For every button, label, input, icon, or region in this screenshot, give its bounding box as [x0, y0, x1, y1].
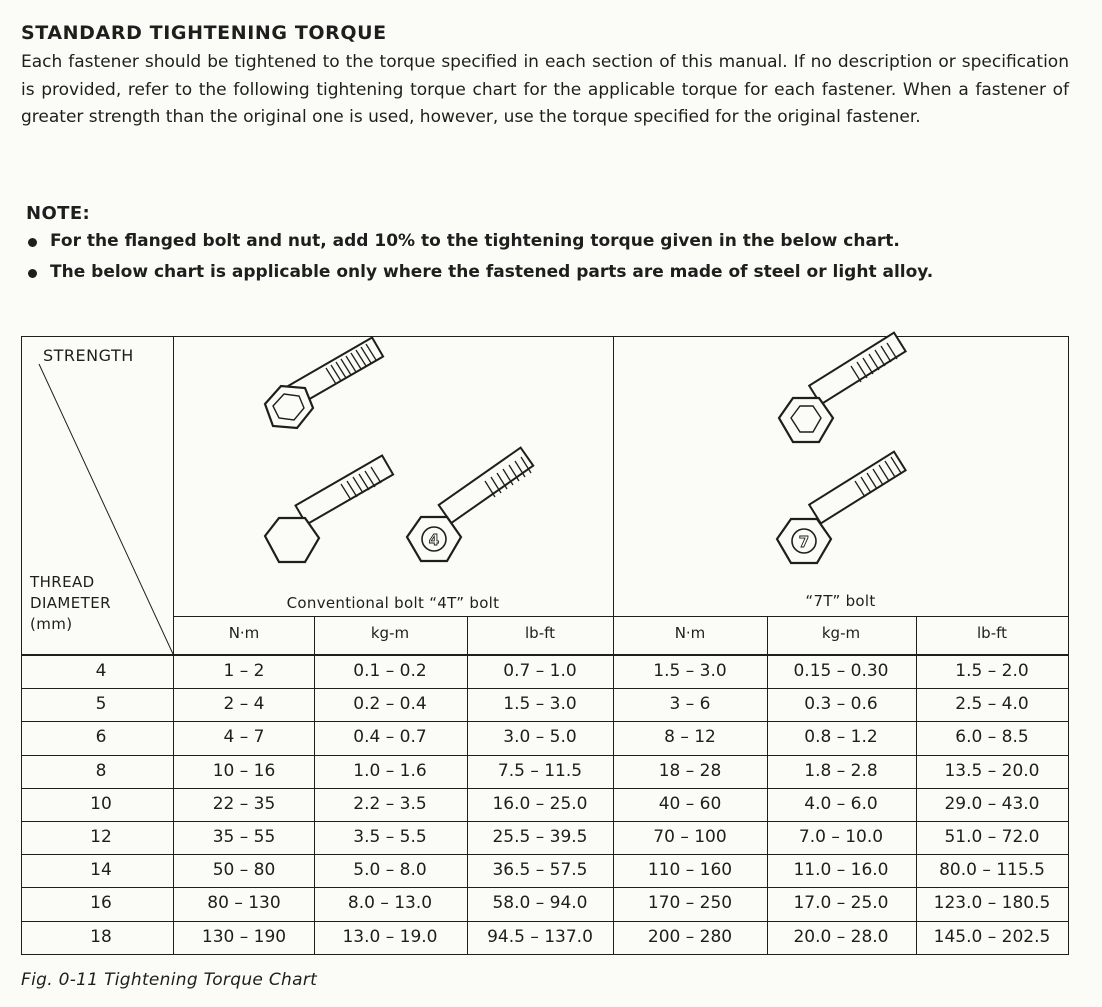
table-cell: 130 – 190 — [201, 926, 287, 947]
table-cell: 4 – 7 — [223, 727, 265, 748]
4t-marked-bolt-illustration — [401, 461, 561, 586]
page-title: STANDARD TIGHTENING TORQUE — [21, 22, 387, 44]
table-row-diameter: 10 — [90, 793, 112, 814]
table-cell: 4.0 – 6.0 — [804, 793, 878, 814]
table-cell: 35 – 55 — [212, 827, 276, 847]
table-cell: 170 – 250 — [647, 893, 733, 914]
plain-head-bolt-illustration — [261, 466, 411, 586]
table-cell: 29.0 – 43.0 — [944, 793, 1040, 814]
table-cell: 94.5 – 137.0 — [487, 926, 593, 947]
table-cell: 0.15 – 0.30 — [793, 661, 889, 681]
group-label-rule — [173, 616, 1068, 617]
table-cell: 51.0 – 72.0 — [944, 827, 1040, 847]
thread-label-line: DIAMETER — [30, 594, 111, 612]
table-row-diameter: 18 — [90, 926, 112, 947]
note-item: The below chart is applicable only where the fastened parts are made of steel or light alloy. — [26, 259, 933, 290]
unit-header: N·m — [228, 624, 260, 642]
table-cell: 58.0 – 94.0 — [492, 893, 588, 914]
row-rule — [21, 921, 1068, 922]
table-row-diameter: 16 — [90, 893, 112, 914]
7t-marked-bolt-illustration — [771, 461, 931, 586]
table-cell: 2 – 4 — [223, 694, 265, 715]
table-cell: 80.0 – 115.5 — [939, 860, 1045, 881]
table-cell: 70 – 100 — [653, 827, 727, 847]
group-label-7t: “7T” bolt — [805, 592, 876, 610]
table-cell: 8.0 – 13.0 — [347, 893, 433, 914]
table-row-diameter: 14 — [90, 860, 112, 881]
table-cell: 145.0 – 202.5 — [933, 926, 1051, 947]
table-cell: 7.5 – 11.5 — [497, 760, 583, 781]
intro-paragraph: Each fastener should be tightened to the torque specified in each section of this manual. If no description or specification is provided, refer to the following tightening torque chart for the applicable torque for each fastener. When a fastener of greater strength than the original one is used, however, use the torque specified for the original fastener. — [21, 52, 1069, 127]
table-cell: 1.5 – 3.0 — [653, 661, 727, 681]
table-cell: 25.5 – 39.5 — [492, 827, 588, 847]
table-cell: 2.5 – 4.0 — [955, 694, 1029, 715]
row-rule — [21, 854, 1068, 855]
table-cell: 200 – 280 — [647, 926, 733, 947]
thread-diameter-label — [30, 572, 111, 635]
unit-header: lb-ft — [525, 624, 555, 642]
table-cell: 0.2 – 0.4 — [353, 694, 427, 715]
unit-header: kg-m — [370, 624, 410, 642]
table-cell: 7.0 – 10.0 — [798, 827, 884, 847]
row-rule — [21, 788, 1068, 789]
table-cell: 3.5 – 5.5 — [353, 827, 427, 847]
table-cell: 3 – 6 — [669, 694, 711, 715]
table-cell: 0.1 – 0.2 — [353, 661, 427, 681]
figure-caption: Fig. 0-11 Tightening Torque Chart — [21, 970, 318, 990]
row-rule — [21, 688, 1068, 689]
table-cell: 1.0 – 1.6 — [353, 760, 427, 781]
units-rule — [21, 654, 1068, 656]
table-cell: 80 – 130 — [207, 893, 281, 914]
table-cell: 18 – 28 — [658, 760, 722, 781]
table-cell: 2.2 – 3.5 — [353, 793, 427, 814]
row-rule — [21, 755, 1068, 756]
strength-label: STRENGTH — [43, 346, 134, 365]
table-cell: 20.0 – 28.0 — [793, 926, 889, 947]
table-cell: 13.0 – 19.0 — [342, 926, 438, 947]
note-heading: NOTE: — [26, 203, 91, 224]
row-rule — [21, 721, 1068, 722]
table-row-diameter: 8 — [95, 760, 107, 781]
table-cell: 40 – 60 — [658, 793, 722, 814]
row-rule — [21, 821, 1068, 822]
table-cell: 36.5 – 57.5 — [492, 860, 588, 881]
table-cell: 13.5 – 20.0 — [944, 760, 1040, 781]
group-label-4t: Conventional bolt “4T” bolt — [286, 594, 500, 612]
unit-header: kg-m — [821, 624, 861, 642]
table-row-diameter: 12 — [90, 827, 112, 847]
table-cell: 10 – 16 — [212, 760, 276, 781]
thread-label-line: THREAD — [30, 573, 95, 591]
table-cell: 110 – 160 — [647, 860, 733, 881]
head-mark-4: 4 — [428, 531, 440, 549]
table-cell: 5.0 – 8.0 — [353, 860, 427, 881]
note-list — [26, 228, 933, 290]
table-cell: 8 – 12 — [664, 727, 716, 748]
table-cell: 0.7 – 1.0 — [503, 661, 577, 681]
table-cell: 1 – 2 — [223, 661, 265, 681]
torque-table — [21, 336, 1069, 956]
table-cell: 22 – 35 — [212, 793, 276, 814]
table-cell: 0.3 – 0.6 — [804, 694, 878, 715]
unit-header: N·m — [674, 624, 706, 642]
table-cell: 1.5 – 3.0 — [503, 694, 577, 715]
table-cell: 50 – 80 — [212, 860, 276, 881]
table-row-diameter: 6 — [95, 727, 107, 748]
table-cell: 3.0 – 5.0 — [503, 727, 577, 748]
table-cell: 6.0 – 8.5 — [955, 727, 1029, 748]
thread-label-line: (mm) — [30, 615, 73, 633]
table-cell: 11.0 – 16.0 — [793, 860, 889, 881]
table-row-diameter: 4 — [95, 661, 107, 681]
table-cell: 0.4 – 0.7 — [353, 727, 427, 748]
table-row-diameter: 5 — [95, 694, 107, 715]
table-cell: 1.8 – 2.8 — [804, 760, 878, 781]
conventional-bolt-illustration — [251, 346, 401, 456]
unit-header: lb-ft — [977, 624, 1007, 642]
table-cell: 16.0 – 25.0 — [492, 793, 588, 814]
note-item: For the flanged bolt and nut, add 10% to the tightening torque given in the below chart. — [26, 228, 933, 259]
7t-hex-bolt-illustration — [771, 346, 931, 456]
table-cell: 0.8 – 1.2 — [804, 727, 878, 748]
table-cell: 17.0 – 25.0 — [793, 893, 889, 914]
table-cell: 123.0 – 180.5 — [933, 893, 1051, 914]
head-mark-7: 7 — [798, 533, 810, 551]
table-cell: 1.5 – 2.0 — [955, 661, 1029, 681]
row-rule — [21, 887, 1068, 888]
